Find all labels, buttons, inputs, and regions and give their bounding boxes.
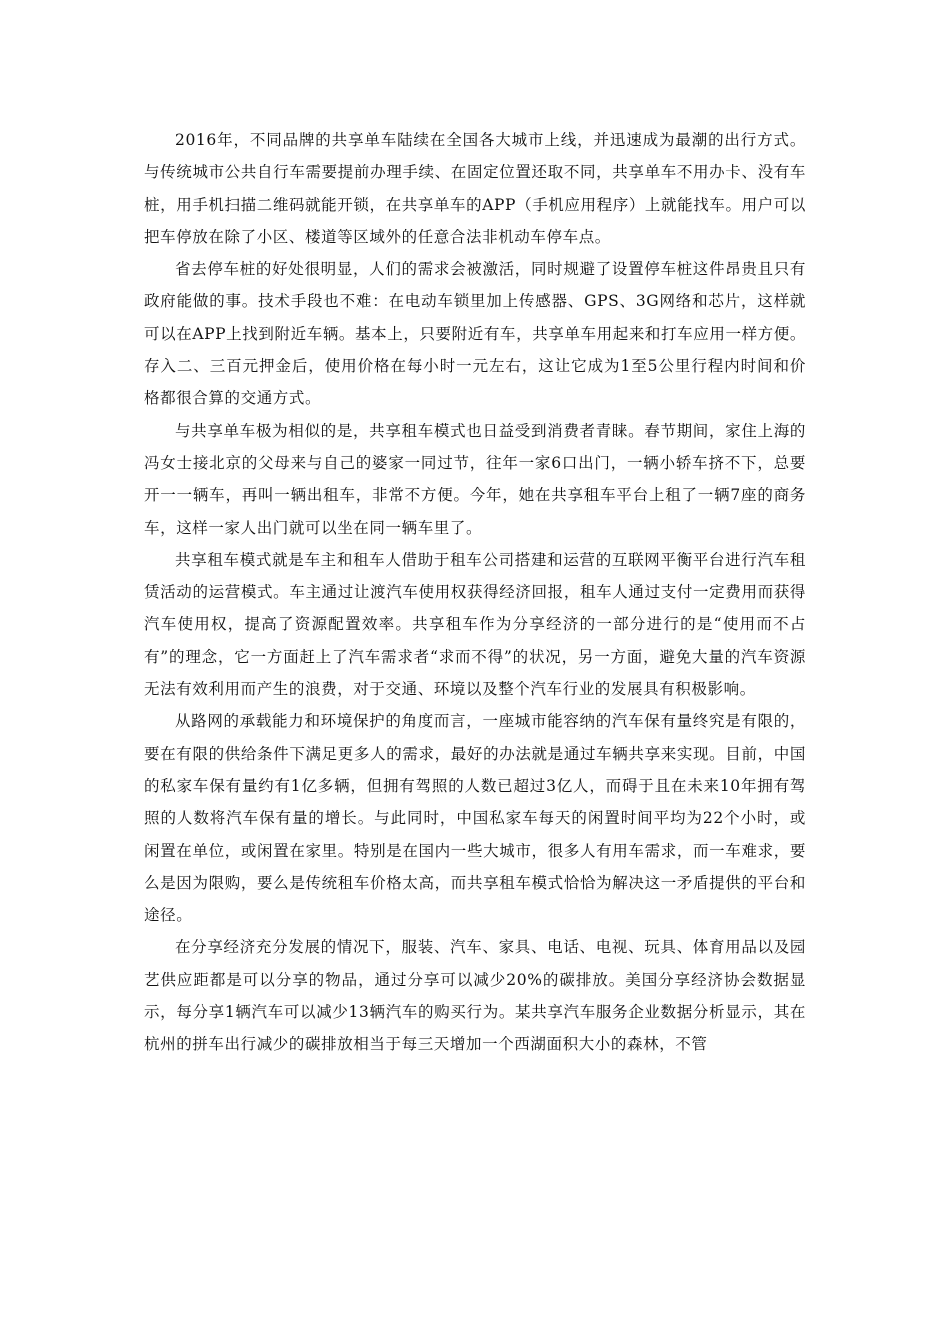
paragraph-4: 共享租车模式就是车主和租车人借助于租车公司搭建和运营的互联网平衡平台进行汽车租赁活动的运营模式。车主通过让渡汽车使用权获得经济回报，租车人通过支付一定费用而获得汽车使用权，提高了资源配置效率。共享租车作为分享经济的一部分进行的是“使用而不占有”的理念，它一方面赶上了汽车需求者“求而不得”的状况，另一方面，避免大量的汽车资源无法有效利用而产生的浪费，对于交通、环境以及整个汽车行业的发展具有积极影响。 [144,550,806,699]
paragraph-2: 省去停车桩的好处很明显，人们的需求会被激活，同时规避了设置停车桩这件昂贵且只有政府能做的事。技术手段也不难：在电动车锁里加上传感器、GPS、3G网络和芯片，这样就可以在APP上找到附近车辆。基本上，只要附近有车，共享单车用起来和打车应用一样方便。存入二、三百元押金后，使用价格在每小时一元左右，这让它成为1至5公里行程内时间和价格都很合算的交通方式。 [144,260,806,408]
document-body [144,124,806,1061]
paragraph-1: 2016年，不同品牌的共享单车陆续在全国各大城市上线，并迅速成为最潮的出行方式。与传统城市公共自行车需要提前办理手续、在固定位置还取不同，共享单车不用办卡、没有车桩，用手机扫描二维码就能开锁，在共享单车的APP（手机应用程序）上就能找车。用户可以把车停放在除了小区、楼道等区域外的任意合法非机动车停车点。 [144,131,806,246]
paragraph-5: 从路网的承载能力和环境保护的角度而言，一座城市能容纳的汽车保有量终究是有限的，要在有限的供给条件下满足更多人的需求，最好的办法就是通过车辆共享来实现。目前，中国的私家车保有量约有1亿多辆，但拥有驾照的人数已超过3亿人，而碍于且在未来10年拥有驾照的人数将汽车保有量的增长。与此同时，中国私家车每天的闲置时间平均为22个小时，或闲置在单位，或闲置在家里。特别是在国内一些大城市，很多人有用车需求，而一车难求，要么是因为限购，要么是传统租车价格太高，而共享租车模式恰恰为解决这一矛盾提供的平台和途径。 [144,712,806,925]
paragraph-3: 与共享单车极为相似的是，共享租车模式也日益受到消费者青睐。春节期间，家住上海的冯女士接北京的父母来与自己的婆家一同过节，往年一家6口出门，一辆小轿车挤不下，总要开一一辆车，再叫一辆出租车，非常不方便。今年，她在共享租车平台上租了一辆7座的商务车，这样一家人出门就可以坐在同一辆车里了。 [144,421,806,537]
paragraph-6: 在分享经济充分发展的情况下，服装、汽车、家具、电话、电视、玩具、体育用品以及园艺供应距都是可以分享的物品，通过分享可以减少20%的碳排放。美国分享经济协会数据显示，每分享1辆汽车可以减少13辆汽车的购买行为。某共享汽车服务企业数据分析显示，其在杭州的拼车出行减少的碳排放相当于每三天增加一个西湖面积大小的森林，不管 [144,938,806,1054]
